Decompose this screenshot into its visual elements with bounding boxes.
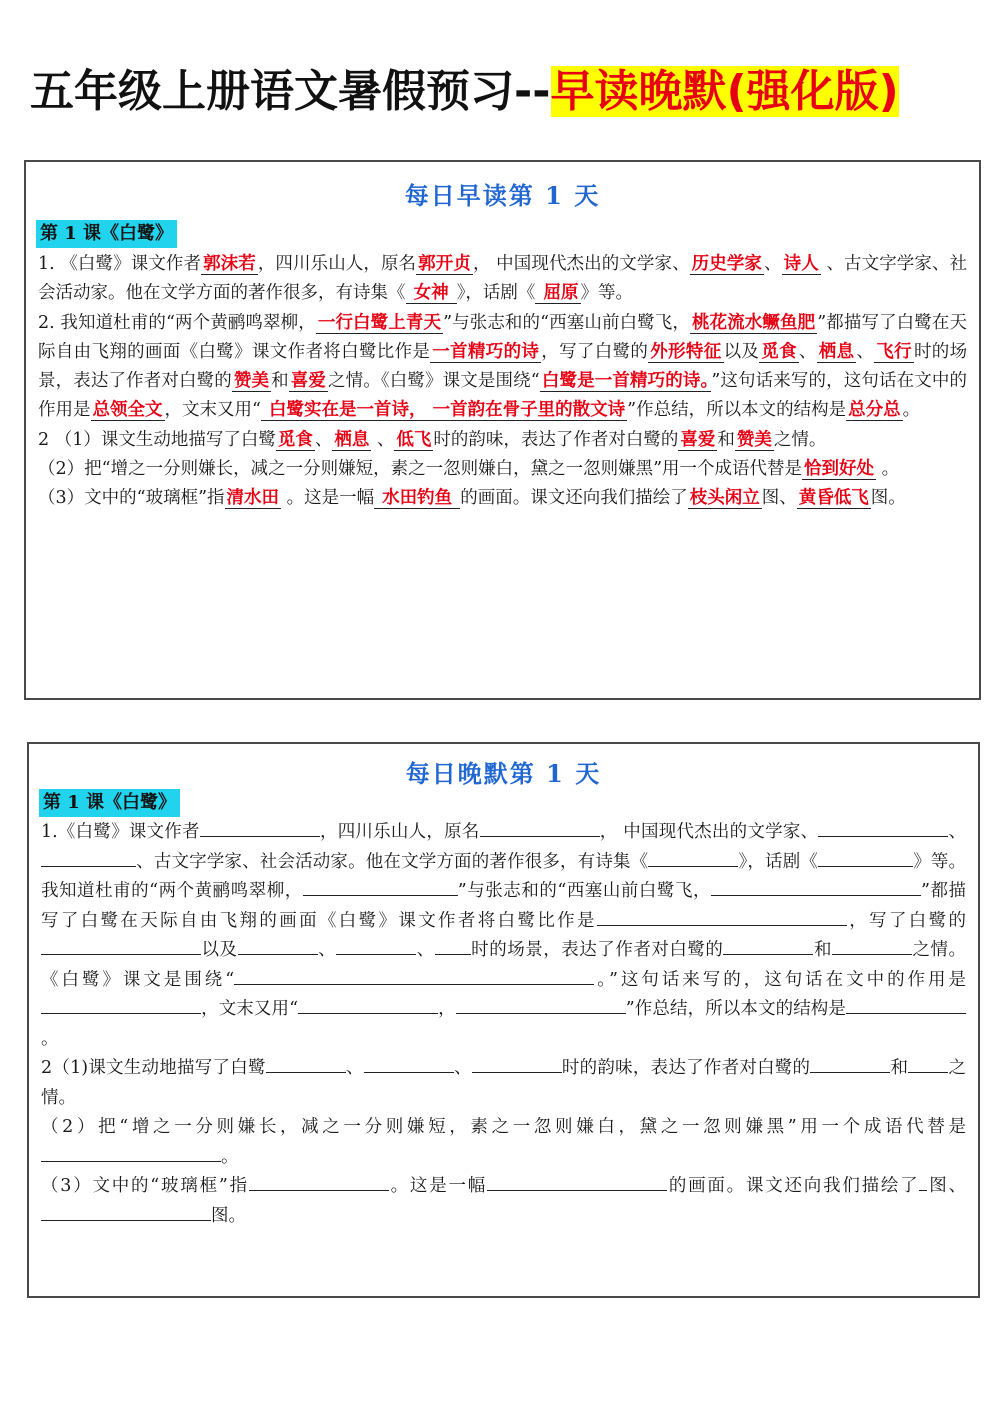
evening-lesson-tag: 第 1 课《白鹭》 [39, 789, 180, 817]
passage-text: 。”这句话来写的，这句话在文中的作用是 [594, 969, 966, 990]
answer-text: 白鹭实在是一首诗， 一首韵在骨子里的散文诗 [262, 400, 626, 421]
passage-text: 时的韵味，表达了作者对白鹭的 [433, 429, 679, 450]
passage-text: ， [438, 999, 456, 1019]
passage-text: ，写了白鹭的 [846, 910, 967, 931]
answer-blank[interactable] [487, 1172, 667, 1191]
passage-text: ，文末又用“ [201, 999, 299, 1019]
answer-text: 黄昏低飞 [798, 488, 869, 509]
passage-text: 1.《白鹭》课文作者 [41, 822, 200, 842]
answer-text: 赞美 [233, 371, 270, 392]
answer-blank[interactable] [480, 818, 600, 837]
answer-blank[interactable] [298, 995, 438, 1014]
passage-text: 之情。 [773, 429, 827, 450]
passage-text: 、 [948, 822, 967, 842]
answer-text: 低飞 [396, 429, 432, 450]
passage-text: 。 [221, 1146, 239, 1167]
passage-text: 、 [371, 429, 395, 450]
passage-text: 时的场景，表达了作者对白鹭的 [38, 341, 968, 392]
paragraph [41, 1172, 966, 1231]
answer-blank[interactable] [818, 818, 948, 837]
passage-text: 之情。《白鹭》课文是围绕“ [328, 371, 540, 392]
passage-text: 1. 《白鹭》课文作者 [38, 254, 202, 274]
answer-text: 飞行 [876, 341, 912, 362]
answer-blank[interactable] [818, 848, 913, 867]
paragraph [41, 1054, 966, 1113]
passage-text: 、 [345, 1058, 364, 1078]
answer-text: 诗人 [783, 254, 819, 274]
morning-passage [38, 250, 967, 514]
answer-blank[interactable] [336, 936, 416, 955]
answer-text: 郭开贞 [418, 254, 471, 274]
passage-text: ，写了白鹭的 [541, 341, 649, 362]
passage-text: ”作总结，所以本文的结构是 [627, 400, 847, 421]
passage-text: ”作总结，所以本文的结构是 [625, 999, 846, 1019]
passage-text: （3）文中的“玻璃框”指 [41, 1176, 249, 1196]
passage-text: 、古文字学家、社会活动家。他在文学方面的著作很多，有诗集《 [38, 254, 968, 304]
passage-text: ”都描写了白鹭在天际自由飞翔的画面《白鹭》课文作者将白鹭比作是 [41, 881, 966, 931]
answer-blank[interactable] [711, 877, 921, 896]
answer-blank[interactable] [249, 1172, 389, 1191]
passage-text: 》，话剧《 [456, 283, 536, 304]
passage-text: 时的场景，表达了作者对白鹭的 [470, 940, 724, 960]
answer-text: 一行白鹭上青天 [317, 312, 442, 333]
answer-text: 觅食 [277, 429, 313, 450]
passage-text: ，四川乐山人，原名 [319, 822, 480, 842]
passage-text: 2 （1）课文生动地描写了白鹭 [38, 429, 276, 450]
passage-text: ，文末又用“ [164, 400, 261, 421]
passage-text: 和 [717, 429, 735, 450]
answer-text: 白鹭是一首精巧的诗。 [541, 371, 710, 392]
answer-text: 枝头闲立 [689, 488, 760, 509]
answer-text: 外形特征 [650, 341, 722, 362]
answer-blank[interactable] [303, 877, 458, 896]
passage-text: （2）把“增之一分则嫌长，减之一分则嫌短，素之一忽则嫌白，黛之一忽则嫌黑”用一个成语代替是 [38, 459, 803, 480]
answer-text: 郭沫若 [203, 254, 256, 274]
passage-text: ”这句话来写的，这句话在文中的作用是 [38, 371, 968, 421]
answer-blank[interactable] [200, 818, 320, 837]
passage-text: 、 [856, 341, 875, 362]
passage-text: 时的韵味，表达了作者对白鹭的 [561, 1058, 811, 1078]
answer-blank[interactable] [723, 936, 813, 955]
answer-blank[interactable] [846, 995, 966, 1014]
morning-reading-panel [24, 160, 981, 700]
passage-text: 。 [41, 1028, 59, 1049]
paragraph [41, 1113, 966, 1172]
passage-text: 、古文字学家、社会活动家。他在文学方面的著作很多，有诗集《 [136, 851, 649, 872]
answer-blank[interactable] [41, 995, 201, 1014]
passage-text: 。这是一幅 [388, 1176, 488, 1196]
answer-blank[interactable] [648, 848, 738, 867]
answer-blank[interactable] [810, 1054, 890, 1073]
passage-text: 和 [890, 1058, 909, 1078]
paragraph [38, 309, 967, 426]
passage-text: 2. 我知道杜甫的“两个黄鹂鸣翠柳， [38, 312, 316, 333]
answer-text: 赞美 [736, 429, 772, 450]
paragraph [38, 250, 967, 309]
evening-dictation-panel [27, 742, 980, 1298]
passage-text: 以及 [723, 341, 760, 362]
passage-text: 、 [764, 254, 782, 274]
answer-blank[interactable] [832, 936, 912, 955]
passage-text: ， 中国现代杰出的文学家、 [599, 822, 819, 842]
passage-text: 、 [416, 940, 435, 960]
answer-blank[interactable] [41, 848, 136, 867]
morning-lesson-tag: 第 1 课《白鹭》 [36, 220, 177, 248]
passage-text: ，四川乐山人，原名 [257, 254, 417, 274]
answer-text: 屈原 [537, 283, 579, 304]
passage-text: 、 [453, 1058, 472, 1078]
passage-text: 和 [813, 940, 832, 960]
passage-text: 之情。 [41, 1058, 967, 1108]
answer-text: 历史学家 [691, 254, 763, 274]
page-title-main: 五年级上册语文暑假预习-- [30, 66, 551, 117]
paragraph [41, 818, 966, 1054]
passage-text: 的画面。课文还向我们描绘了 [667, 1176, 920, 1196]
passage-text: 。 [902, 400, 921, 421]
answer-text: 总领全文 [92, 400, 163, 421]
passage-text: 以及 [201, 940, 238, 960]
answer-blank[interactable] [41, 1202, 211, 1221]
paragraph [38, 426, 967, 455]
answer-blank[interactable] [234, 966, 594, 985]
passage-text: ”都描写了白鹭在天际自由飞翔的画面《白鹭》课文作者将白鹭比作是 [38, 312, 967, 362]
answer-text: 水田钓鱼 [376, 488, 459, 509]
answer-blank[interactable] [266, 1054, 346, 1073]
passage-text: 》，话剧《 [738, 851, 819, 872]
passage-text: 图。 [211, 1205, 246, 1226]
answer-blank[interactable] [364, 1054, 454, 1073]
passage-text: （3）文中的“玻璃框”指 [38, 488, 225, 509]
passage-text: 、 [317, 940, 337, 960]
answer-text: 栖息 [818, 341, 855, 362]
passage-text: ”与张志和的“西塞山前白鹭飞， [457, 881, 711, 901]
answer-blank[interactable] [472, 1054, 562, 1073]
passage-text: 图。 [870, 488, 906, 509]
passage-text: 》等。 [580, 283, 634, 304]
page-title-highlight: 早读晚默(强化版) [550, 66, 899, 117]
passage-text: 图、 [927, 1176, 967, 1196]
paragraph [38, 484, 967, 513]
answer-blank[interactable] [908, 1054, 948, 1073]
morning-panel-title: 每日早读第 1 天 [404, 181, 601, 210]
answer-text: 总分总 [848, 400, 901, 421]
answer-text: 喜爱 [680, 429, 716, 450]
passage-text: （2）把“增之一分则嫌长，减之一分则嫌短，素之一忽则嫌白，黛之一忽则嫌黑”用一个成语代替是 [41, 1117, 966, 1137]
passage-text: 。这是一幅 [281, 488, 375, 509]
passage-text: 的画面。课文还向我们描绘了 [460, 488, 688, 509]
passage-text: 之情。《白鹭》课文是围绕“ [41, 940, 967, 990]
passage-text: 》等。我知道杜甫的“两个黄鹂鸣翠柳， [41, 851, 967, 901]
passage-text: 2（1)课文生动地描写了白鹭 [41, 1058, 266, 1078]
evening-panel-title: 每日晚默第 1 天 [405, 759, 602, 788]
passage-text: 、 [314, 429, 333, 450]
passage-text: ”与张志和的“西塞山前白鹭飞， [443, 312, 690, 333]
passage-text: 、 [798, 341, 817, 362]
answer-text: 清水田 [226, 488, 280, 509]
answer-text: 栖息 [334, 429, 370, 450]
page-title [30, 62, 990, 122]
answer-text: 桃花流水鳜鱼肥 [692, 312, 816, 333]
answer-blank[interactable] [238, 936, 318, 955]
answer-blank[interactable] [41, 936, 201, 955]
passage-text: 和 [271, 371, 289, 392]
answer-text: 恰到好处 [804, 459, 875, 480]
answer-blank[interactable] [435, 936, 471, 955]
passage-text: ， 中国现代杰出的文学家、 [472, 254, 690, 274]
answer-blank[interactable] [41, 1143, 221, 1162]
answer-blank[interactable] [456, 995, 626, 1014]
answer-text: 觅食 [761, 341, 797, 362]
evening-passage [41, 818, 966, 1231]
passage-text: 。 [876, 459, 900, 480]
answer-blank[interactable] [597, 907, 847, 926]
answer-text: 一首精巧的诗 [432, 341, 540, 362]
passage-text: 图、 [761, 488, 797, 509]
answer-text: 喜爱 [290, 371, 326, 392]
paragraph [38, 455, 967, 484]
answer-text: 女神 [407, 283, 455, 304]
